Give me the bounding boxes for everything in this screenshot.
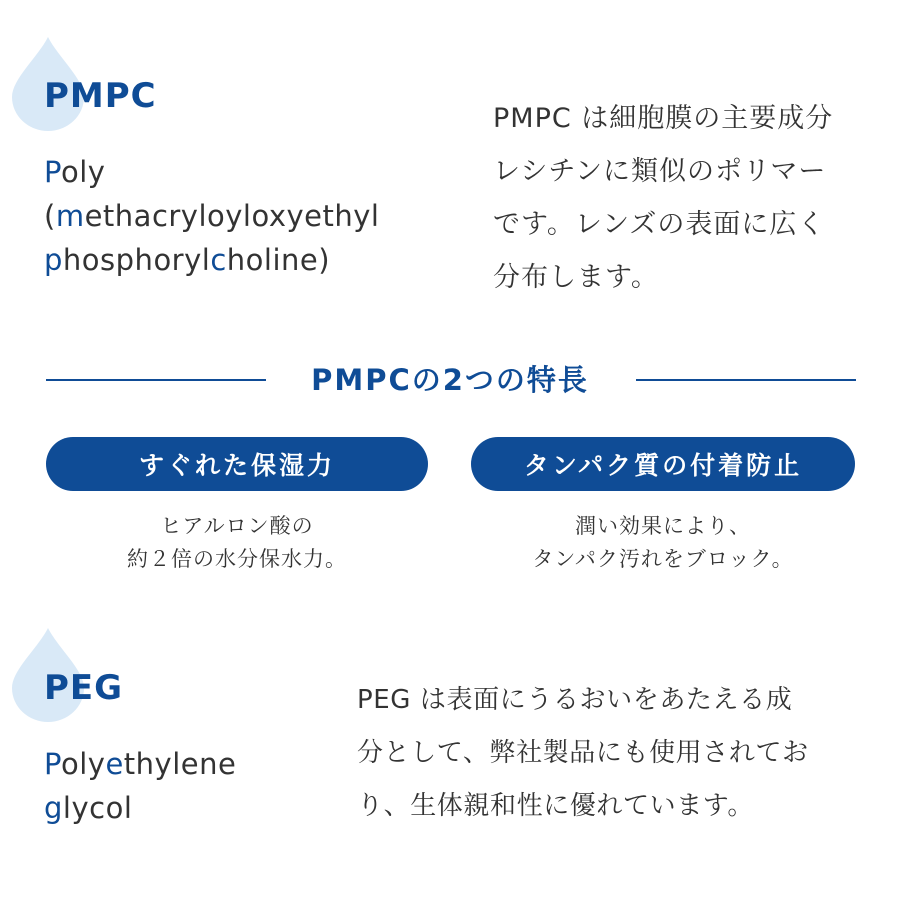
- feature-desc-protein: [471, 510, 855, 576]
- name-text: (: [44, 199, 56, 233]
- name-text: oly: [60, 747, 106, 781]
- peg-description-line: り、生体親和性に優れています。: [357, 791, 754, 821]
- highlight-letter: e: [105, 747, 124, 781]
- feature-desc-moisture: [46, 510, 428, 576]
- pmpc-fullname: [44, 150, 464, 282]
- feature-desc-line: タンパク汚れをブロック。: [532, 547, 794, 571]
- feature-pill-moisture: すぐれた保湿力: [46, 437, 428, 491]
- divider-right: [636, 379, 856, 381]
- highlight-letter: p: [44, 243, 63, 277]
- peg-description-line: 分として、弊社製品にも使用されてお: [357, 738, 809, 768]
- feature-desc-line: 約２倍の水分保水力。: [127, 547, 347, 571]
- divider-left: [46, 379, 266, 381]
- feature-desc-line: 潤い効果により、: [575, 514, 751, 538]
- pmpc-description-line: です。レンズの表面に広く: [493, 209, 826, 240]
- name-text: lycol: [62, 791, 133, 825]
- name-text: holine): [226, 243, 331, 277]
- features-title: PMPCの2つの特長: [311, 363, 589, 397]
- feature-pill-protein: タンパク質の付着防止: [471, 437, 855, 491]
- peg-description-line: PEG は表面にうるおいをあたえる成: [357, 685, 793, 715]
- peg-heading: PEG: [44, 668, 124, 708]
- feature-desc-line: ヒアルロン酸の: [160, 514, 314, 538]
- peg-fullname-line1: [44, 742, 344, 786]
- highlight-letter: P: [44, 155, 61, 189]
- pmpc-fullname-line1: [44, 150, 464, 194]
- pmpc-description: [493, 92, 873, 304]
- highlight-letter: P: [44, 747, 61, 781]
- pmpc-description-line: レシチンに類似のポリマー: [493, 156, 827, 187]
- name-text: thylene: [123, 747, 237, 781]
- pmpc-fullname-line3: [44, 238, 464, 282]
- name-text: oly: [60, 155, 106, 189]
- highlight-letter: m: [55, 199, 85, 233]
- pmpc-fullname-line2: [44, 194, 464, 238]
- pmpc-heading: PMPC: [44, 76, 157, 116]
- name-text: hosphoryl: [62, 243, 211, 277]
- peg-fullname: [44, 742, 344, 830]
- pmpc-description-line: PMPC は細胞膜の主要成分: [493, 103, 834, 134]
- peg-fullname-line2: [44, 786, 344, 830]
- highlight-letter: c: [210, 243, 227, 277]
- name-text: ethacryloyloxyethyl: [84, 199, 380, 233]
- pmpc-description-line: 分布します。: [493, 262, 659, 293]
- highlight-letter: g: [44, 791, 63, 825]
- peg-description: [357, 674, 877, 833]
